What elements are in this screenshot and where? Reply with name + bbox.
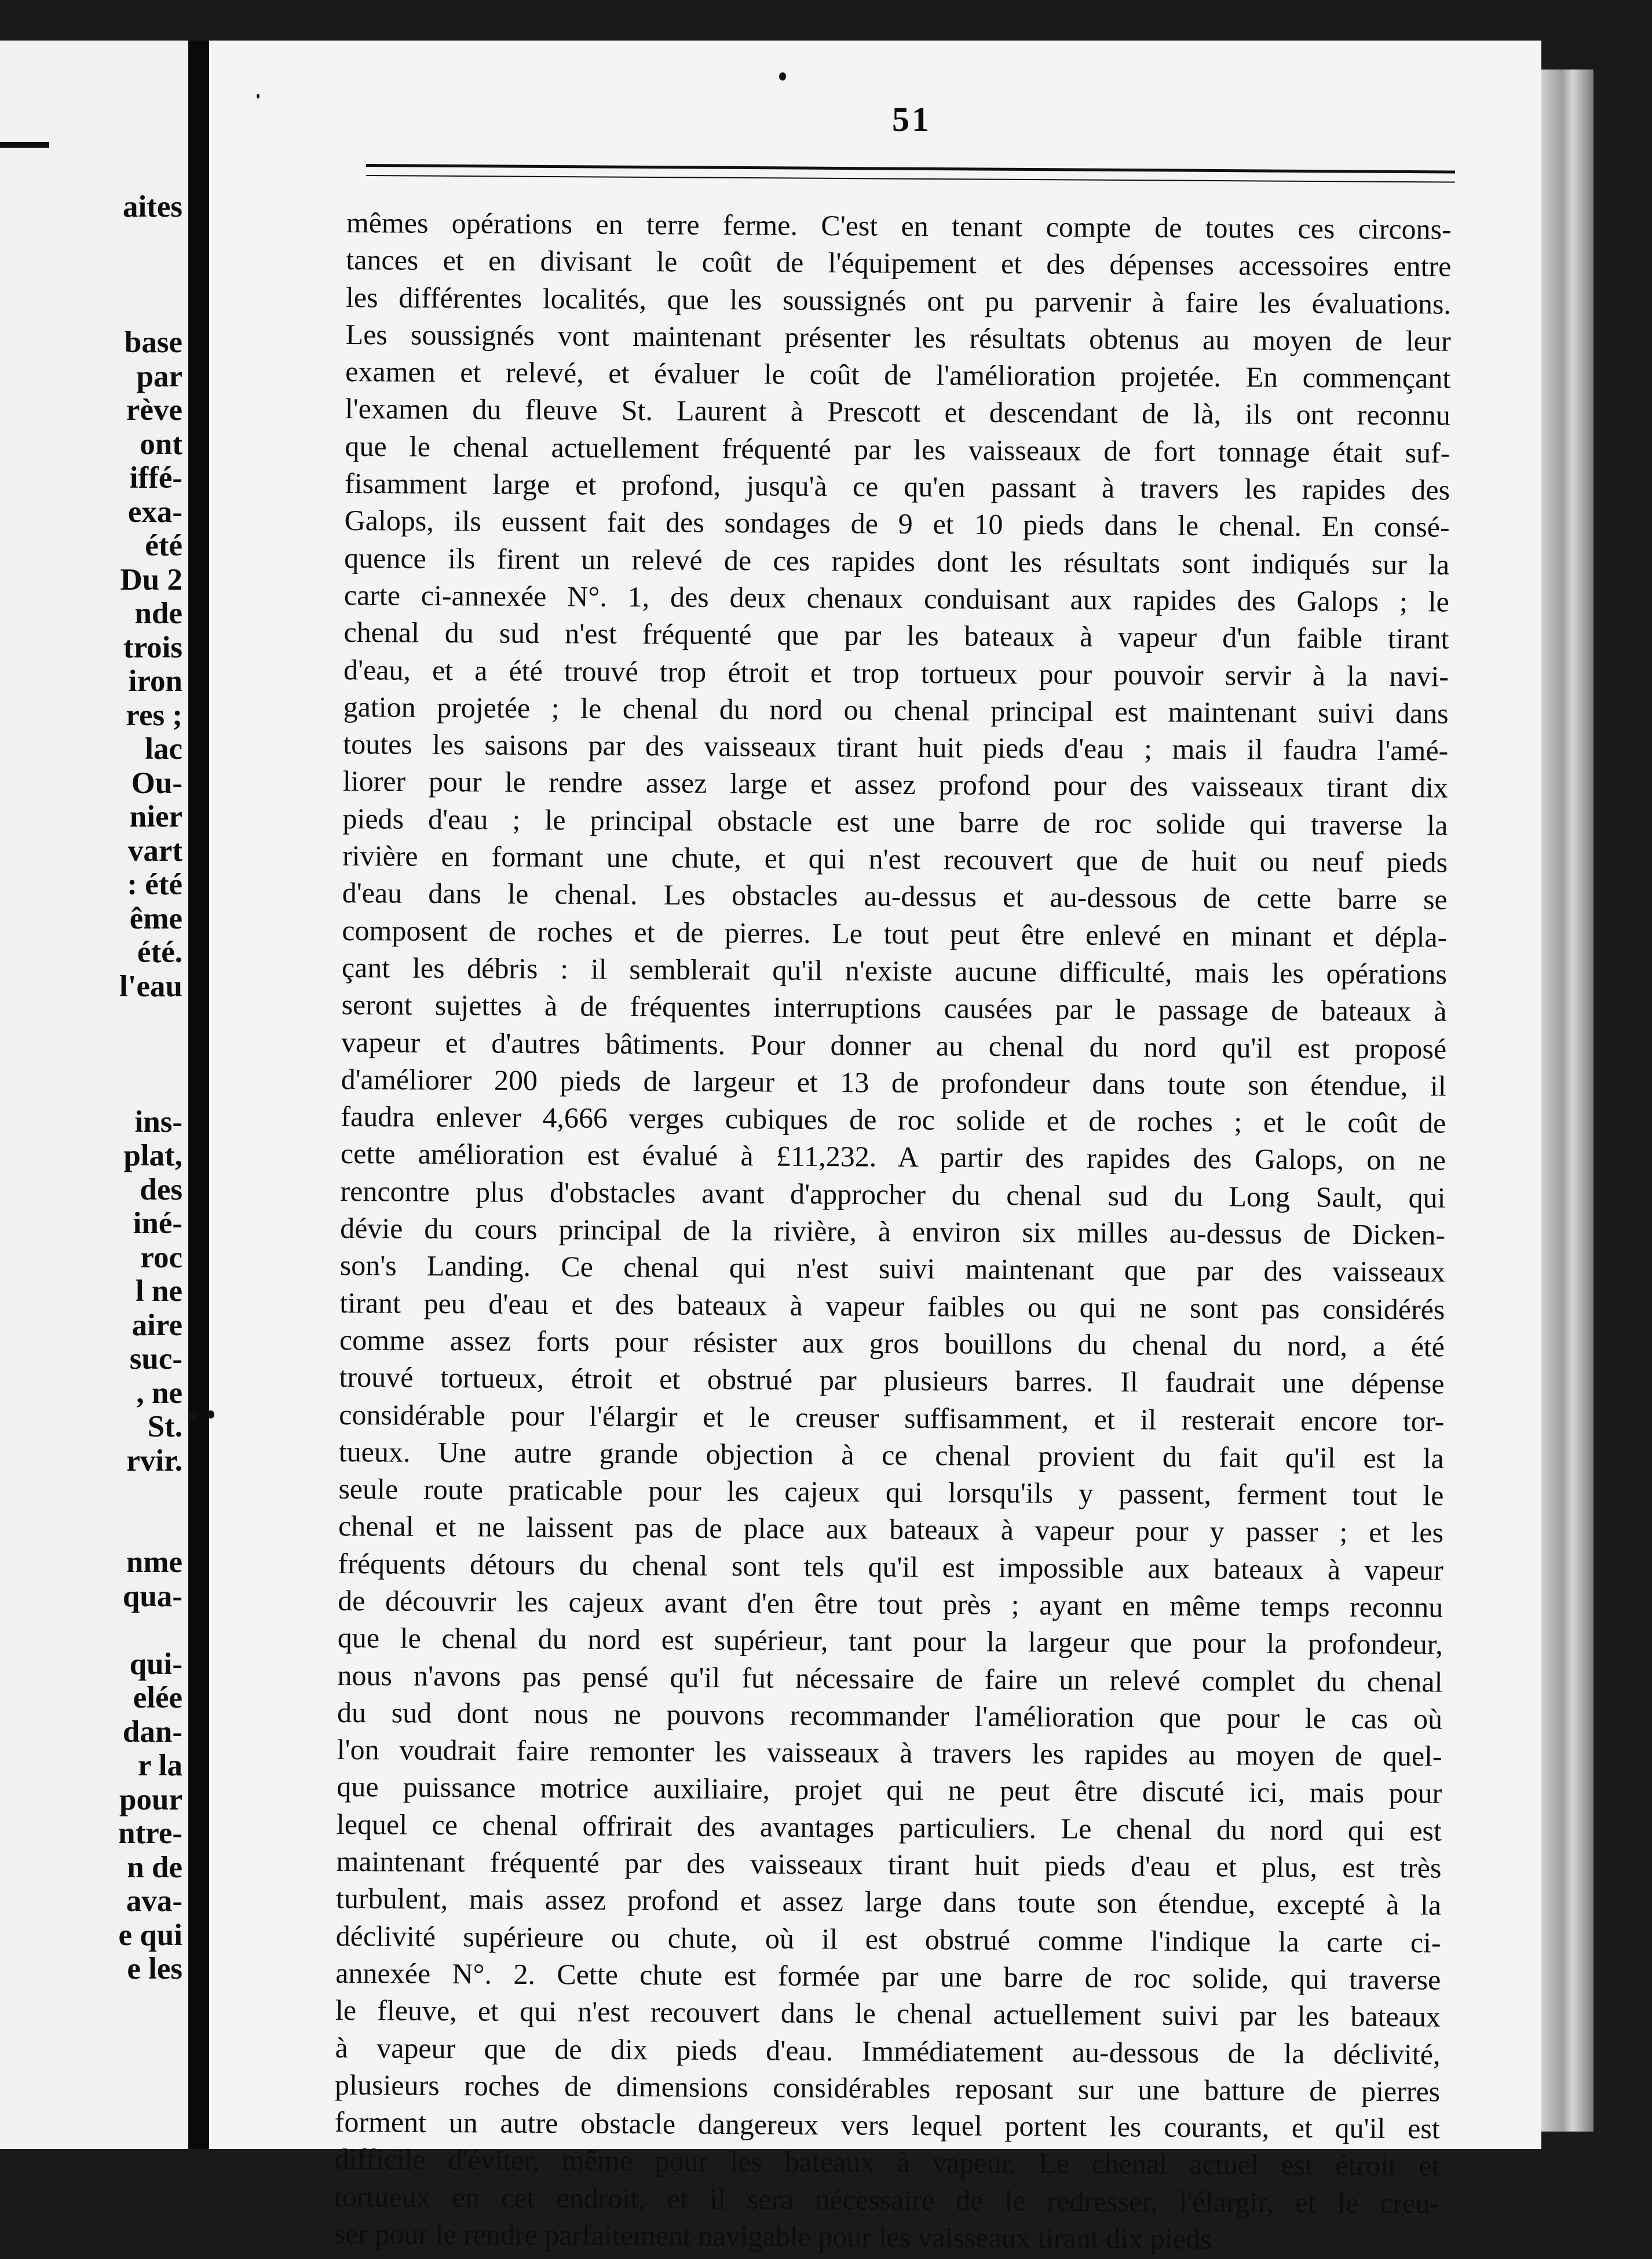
text-line: faudra enlever 4,666 verges cubiques de roc solide et de roches ; et le coût de xyxy=(341,1100,1446,1139)
text-line: l'examen du fleuve St. Laurent à Prescott et descendant de là, ils ont reconnu xyxy=(345,392,1450,432)
previous-page-line: Ou- xyxy=(131,766,182,800)
text-line: tances et en divisant le coût de l'équipement et des dépenses accessoires entre xyxy=(346,243,1452,283)
text-line: maintenant fréquenté par des vaisseaux tirant huit pieds d'eau et plus, est très xyxy=(336,1845,1442,1884)
text-line: que puissance motrice auxiliaire, projet qui ne peut être discuté ici, mais pour xyxy=(337,1770,1442,1810)
previous-page-line xyxy=(0,224,182,258)
previous-page-line: qua- xyxy=(122,1579,182,1613)
previous-page-line: dan- xyxy=(122,1715,182,1749)
text-line: turbulent, mais assez profond et assez large dans toute son étendue, excepté à la xyxy=(335,1882,1442,1921)
previous-page-line: plat, xyxy=(123,1139,182,1172)
ink-speck xyxy=(189,1410,198,1420)
text-line: pieds d'eau ; le principal obstacle est une barre de roc solide qui traverse la xyxy=(342,802,1448,842)
text-line: vapeur et d'autres bâtiments. Pour donner au chenal du nord qu'il est proposé xyxy=(341,1025,1447,1065)
text-line: nous n'avons pas pensé qu'il fut nécessaire de faire un relevé complet du chenal xyxy=(337,1658,1443,1698)
text-line: forment un autre obstacle dangereux vers lequel portent les courants, et qu'il est xyxy=(334,2106,1440,2145)
previous-page-line: exa- xyxy=(127,495,182,529)
text-line: Les soussignés vont maintenant présenter les résultats obtenus au moyen de leur xyxy=(345,317,1451,357)
text-line: du sud dont nous ne pouvons recommander l'amélioration que pour le cas où xyxy=(337,1695,1443,1735)
previous-page-line xyxy=(0,292,182,326)
previous-page-line: ava- xyxy=(126,1884,182,1918)
page-edges xyxy=(1541,70,1593,2132)
text-line: fréquents détours du chenal sont tels qu'il est impossible aux bateaux à vapeur xyxy=(338,1547,1443,1587)
text-line: gation projetée ; le chenal du nord ou chenal principal est maintenant suivi dans xyxy=(343,690,1449,730)
previous-page-line xyxy=(0,1512,182,1546)
text-line: mêmes opérations en terre ferme. C'est en tenant compte de toutes ces circons- xyxy=(346,206,1452,246)
previous-page-line: pour xyxy=(119,1782,182,1816)
previous-page-line: ont xyxy=(140,427,182,461)
text-line: de découvrir les cajeux avant d'en être tout près ; ayant en même temps reconnu xyxy=(338,1584,1443,1624)
previous-page-line xyxy=(0,1613,182,1647)
previous-page-line: elée xyxy=(133,1681,182,1715)
previous-page-line xyxy=(0,258,182,292)
previous-page-line: ntre- xyxy=(118,1816,182,1850)
previous-page-line xyxy=(0,1071,182,1105)
previous-page-rule xyxy=(0,142,49,148)
previous-page-line: trois xyxy=(123,630,182,664)
text-line: tirant peu d'eau et des bateaux à vapeur faibles ou qui ne sont pas considérés xyxy=(339,1286,1445,1326)
previous-page-line: des xyxy=(140,1172,182,1207)
previous-page-line: res ; xyxy=(126,698,182,732)
text-line: ser pour le rendre parfaitement navigable pour les vaisseaux tirant dix pieds xyxy=(334,2217,1212,2256)
text-line: d'eau, et a été trouvé trop étroit et trop tortueux pour pouvoir servir à la navi- xyxy=(343,653,1449,693)
previous-page-line xyxy=(0,1478,182,1512)
text-line: liorer pour le rendre assez large et assez profond pour des vaisseaux tirant dix xyxy=(342,765,1449,805)
text-line: fisamment large et profond, jusqu'à ce qu'en passant à travers les rapides des xyxy=(344,467,1450,506)
text-line: les différentes localités, que les soussignés ont pu parvenir à faire les évaluations. xyxy=(345,280,1452,320)
previous-page-line: : été xyxy=(127,868,182,901)
previous-page-line: par xyxy=(136,359,182,393)
text-line: dévie du cours principal de la rivière, à environ six milles au-dessus de Dicken- xyxy=(340,1211,1446,1251)
previous-page-line: l ne xyxy=(136,1274,182,1308)
text-line: lequel ce chenal offrirait des avantages particuliers. Le chenal du nord qui est xyxy=(336,1807,1442,1847)
text-line: le fleuve, et qui n'est recouvert dans le chenal actuellement suivi par les bateaux xyxy=(335,1994,1441,2033)
text-line: composent de roches et de pierres. Le tout peut être enlevé en minant et dépla- xyxy=(342,913,1448,953)
text-line: que le chenal du nord est supérieur, tant pour la largeur que pour la profondeur, xyxy=(337,1621,1443,1661)
body-text xyxy=(334,204,1452,2259)
previous-page-line: ême xyxy=(129,901,182,935)
previous-page-line: ins- xyxy=(134,1105,182,1139)
text-line: annexée N°. 2. Cette chute est formée par une barre de roc solide, qui traverse xyxy=(335,1956,1441,1996)
previous-page-line: rève xyxy=(126,393,182,427)
text-line: seront sujettes à de fréquentes interruptions causées par le passage de bateaux à xyxy=(341,988,1447,1028)
previous-page-line: St. xyxy=(147,1410,182,1443)
previous-page-line: iffé- xyxy=(129,461,182,495)
previous-page-line: l'eau xyxy=(119,969,182,1003)
previous-page-line: base xyxy=(124,326,182,359)
text-line: tortueux en cet endroit, et il sera nécessaire de le redresser, l'élargir, et le creu- xyxy=(334,2180,1440,2220)
previous-page-line: e qui xyxy=(118,1918,182,1952)
text-line: tueux. Une autre grande objection à ce chenal provient du fait qu'il est la xyxy=(338,1435,1444,1475)
previous-page-line: nde xyxy=(134,597,182,630)
previous-page-line: aites xyxy=(122,190,182,224)
text-line: examen et relevé, et évaluer le coût de l'amélioration projetée. En commençant xyxy=(345,355,1451,394)
text-line: quence ils firent un relevé de ces rapides dont les résultats sont indiqués sur la xyxy=(344,541,1450,581)
text-line: chenal du sud n'est fréquenté que par les bateaux à vapeur d'un faible tirant xyxy=(343,616,1449,655)
page-number: 51 xyxy=(892,100,931,138)
previous-page-line: iron xyxy=(128,664,182,698)
text-line: trouvé tortueux, étroit et obstrué par plusieurs barres. Il faudrait une dépense xyxy=(339,1361,1445,1400)
previous-page-line: nme xyxy=(126,1545,182,1579)
text-line: déclivité supérieure ou chute, où il est obstrué comme l'indique la carte ci- xyxy=(335,1919,1441,1959)
text-line: carte ci-annexée N°. 1, des deux chenaux conduisant aux rapides des Galops ; le xyxy=(343,578,1450,618)
previous-page-line: qui- xyxy=(129,1647,182,1681)
text-line: d'eau dans le chenal. Les obstacles au-dessus et au-dessous de cette barre se xyxy=(342,876,1448,916)
text-line: rivière en formant une chute, et qui n'est recouvert que de huit ou neuf pieds xyxy=(342,839,1448,879)
previous-page-line: Du 2 xyxy=(120,562,182,597)
text-line: cette amélioration est évalué à £11,232. A partir des rapides des Galops, on ne xyxy=(340,1137,1446,1177)
text-line: çant les débris : il semblerait qu'il n'existe aucune difficulté, mais les opérations xyxy=(341,951,1448,990)
previous-page-line xyxy=(0,1003,182,1037)
previous-page-line: aire xyxy=(131,1308,182,1342)
previous-page-line: été xyxy=(145,529,182,562)
text-line: chenal et ne laissent pas de place aux bateaux à vapeur pour y passer ; et les xyxy=(338,1509,1444,1549)
text-line: d'améliorer 200 pieds de largeur et 13 de profondeur dans toute son étendue, il xyxy=(341,1062,1446,1102)
previous-page-line xyxy=(0,1037,182,1072)
previous-page-line: vart xyxy=(127,834,182,868)
text-line: que le chenal actuellement fréquenté par les vaisseaux de fort tonnage était suf- xyxy=(345,429,1450,469)
previous-page-line: , ne xyxy=(136,1376,182,1410)
previous-page-line: e les xyxy=(127,1952,182,1986)
text-line: considérable pour l'élargir et le creuser suffisamment, et il resterait encore tor- xyxy=(339,1398,1445,1438)
text-line: rencontre plus d'obstacles avant d'approcher du chenal sud du Long Sault, qui xyxy=(340,1174,1446,1214)
previous-page-text xyxy=(0,190,182,1986)
text-line: difficile d'éviter, même pour les bateaux à vapeur. Le chenal actuel est étroit et xyxy=(334,2143,1440,2183)
text-line: l'on voudrait faire remonter les vaisseaux à travers les rapides au moyen de quel- xyxy=(337,1733,1442,1772)
text-line: plusieurs roches de dimensions considérables reposant sur une batture de pierres xyxy=(334,2068,1441,2108)
previous-page-line: iné- xyxy=(133,1207,182,1240)
text-line: comme assez forts pour résister aux gros bouillons du chenal du nord, a été xyxy=(339,1323,1445,1363)
ink-speck xyxy=(779,72,786,81)
previous-page-line: lac xyxy=(145,732,182,766)
previous-page-line: été. xyxy=(137,935,182,969)
previous-page-line: suc- xyxy=(129,1342,182,1376)
text-line: à vapeur que de dix pieds d'eau. Immédiatement au-dessous de la déclivité, xyxy=(335,2031,1441,2071)
previous-page-line: roc xyxy=(140,1240,182,1274)
text-line: seule route praticable pour les cajeux qui lorsqu'ils y passent, ferment tout le xyxy=(338,1472,1444,1512)
previous-page-line: r la xyxy=(137,1749,182,1782)
previous-page-fragment xyxy=(0,41,188,2149)
book-gutter xyxy=(188,41,209,2149)
text-line: toutes les saisons par des vaisseaux tirant huit pieds d'eau ; mais il faudra l'amé- xyxy=(343,728,1449,767)
previous-page-line: rvir. xyxy=(126,1443,182,1478)
ink-speck xyxy=(207,1410,214,1419)
previous-page-line: n de xyxy=(127,1850,182,1884)
text-line: Galops, ils eussent fait des sondages de 9 et 10 pieds dans le chenal. En consé- xyxy=(344,504,1450,544)
previous-page-line: nier xyxy=(129,800,182,834)
ink-speck xyxy=(257,94,260,98)
text-line: son's Landing. Ce chenal qui n'est suivi maintenant que par des vaisseaux xyxy=(339,1249,1445,1288)
